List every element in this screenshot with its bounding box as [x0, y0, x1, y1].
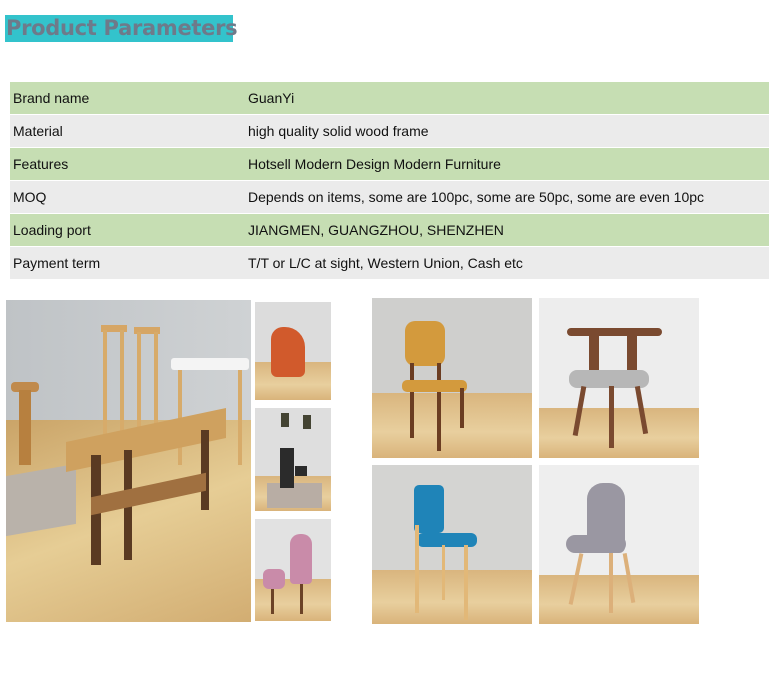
param-label: Material: [10, 115, 245, 147]
photo-black-armchair-and-ottoman: [255, 408, 331, 511]
param-label: Payment term: [10, 247, 245, 279]
param-value: JIANGMEN, GUANGZHOU, SHENZHEN: [245, 214, 769, 246]
table-row: [10, 247, 769, 279]
photo-pink-chair-and-ottoman: [255, 519, 331, 621]
table-row: [10, 115, 769, 147]
page-title: Product Parameters: [6, 16, 238, 40]
param-label: Loading port: [10, 214, 245, 246]
photo-blue-chair: [372, 465, 532, 624]
photo-grey-shell-chair: [539, 465, 699, 624]
param-label: Brand name: [10, 82, 245, 114]
photo-orange-armchair: [255, 302, 331, 400]
param-value: Depends on items, some are 100pc, some are 50pc, some are even 10pc: [245, 181, 769, 213]
table-row: [10, 214, 769, 246]
table-row: [10, 82, 769, 114]
parameters-table: [10, 81, 769, 280]
table-row: [10, 181, 769, 213]
param-value: high quality solid wood frame: [245, 115, 769, 147]
photo-mustard-chair: [372, 298, 532, 458]
param-value: Hotsell Modern Design Modern Furniture: [245, 148, 769, 180]
photo-wooden-table-and-stools: [6, 300, 251, 622]
param-label: MOQ: [10, 181, 245, 213]
param-value: GuanYi: [245, 82, 769, 114]
param-label: Features: [10, 148, 245, 180]
param-value: T/T or L/C at sight, Western Union, Cash etc: [245, 247, 769, 279]
table-row: [10, 148, 769, 180]
photo-walnut-armchair-grey-seat: [539, 298, 699, 458]
